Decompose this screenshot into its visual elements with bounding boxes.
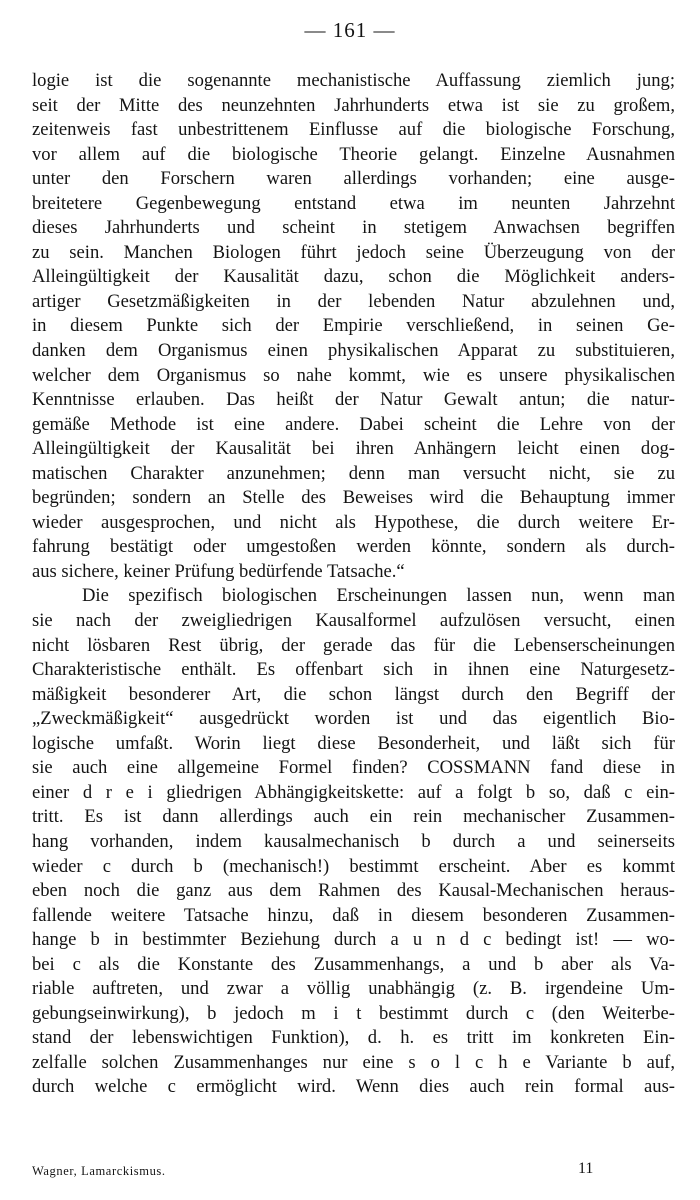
text-line: zeitenweis fast unbestrittenem Einflusse auf die biologische Forschung, [32, 119, 675, 141]
text-line: bei c als die Konstante des Zusammenhangs, a und b aber als Va- [32, 953, 675, 975]
text-line: wieder ausgesprochen, und nicht als Hypothese, die durch weitere Er- [32, 511, 675, 533]
text-line: durch welche c ermöglicht wird. Wenn dies auch rein formal aus- [32, 1076, 675, 1098]
text-line: nicht lösbaren Rest übrig, der gerade das für die Lebenserscheinungen [32, 634, 675, 656]
text-line: matischen Charakter anzunehmen; denn man versucht nicht, sie zu [32, 462, 675, 484]
text-line: vor allem auf die biologische Theorie gelangt. Einzelne Ausnahmen [32, 143, 675, 165]
running-title: Wagner, Lamarckismus. [32, 1164, 166, 1178]
text-line: fahrung bestätigt oder umgestoßen werden könnte, sondern als durch- [32, 536, 675, 558]
signature-mark: 11 [578, 1160, 594, 1177]
text-line: „Zweckmäßigkeit“ ausgedrückt worden ist und das eigentlich Bio- [32, 708, 675, 730]
text-line: fallende weitere Tatsache hinzu, daß in diesem besonderen Zusammen- [32, 904, 675, 926]
text-line: wieder c durch b (mechanisch!) bestimmt erscheint. Aber es kommt [32, 855, 675, 877]
text-line: mäßigkeit besonderer Art, die schon längst durch den Begriff der [32, 683, 675, 705]
body-text [32, 69, 675, 1100]
text-line: logie ist die sogenannte mechanistische Auffassung ziemlich jung; [32, 70, 675, 91]
text-line: breitetere Gegenbewegung entstand etwa im neunten Jahrzehnt [32, 192, 675, 214]
text-line: zu sein. Manchen Biologen führt jedoch seine Überzeugung von der [32, 241, 675, 263]
text-line: dieses Jahrhunderts und scheint in stetigem Anwachsen begriffen [32, 217, 675, 239]
text-line: einer d r e i gliedrigen Abhängigkeitskette: auf a folgt b so, daß c ein- [32, 781, 675, 803]
text-line: gemäße Methode ist eine andere. Dabei scheint die Lehre von der [32, 413, 675, 435]
text-line: seit der Mitte des neunzehnten Jahrhunderts etwa ist sie zu großem, [32, 94, 675, 116]
text-line: aus sichere, keiner Prüfung bedürfende Tatsache.“ [32, 560, 405, 582]
text-line: tritt. Es ist dann allerdings auch ein rein mechanischer Zusammen- [32, 806, 675, 828]
text-line: Die spezifisch biologischen Erscheinungen lassen nun, wenn man [82, 585, 675, 607]
text-line: unter den Forschern waren allerdings vorhanden; eine ausge- [32, 168, 675, 190]
page-number: — 161 — [304, 18, 396, 42]
text-line: Charakteristische enthält. Es offenbart sich in ihnen eine Naturgesetz- [32, 659, 675, 681]
text-line: welcher dem Organismus so nahe kommt, wie es unsere physikalischen [32, 364, 675, 386]
text-line: hang vorhanden, indem kausalmechanisch b durch a und seinerseits [32, 830, 675, 852]
text-line: sie nach der zweigliedrigen Kausalformel aufzulösen versucht, einen [32, 610, 675, 632]
text-line: stand der lebenswichtigen Funktion), d. h. es tritt im konkreten Ein- [32, 1027, 675, 1049]
text-line: zelfalle solchen Zusammenhanges nur eine s o l c h e Variante b auf, [32, 1051, 675, 1073]
text-line: eben noch die ganz aus dem Rahmen des Kausal-Mechanischen heraus- [32, 880, 675, 902]
text-line: hange b in bestimmter Beziehung durch a u n d c bedingt ist! — wo- [32, 929, 675, 951]
text-line: in diesem Punkte sich der Empirie verschließend, in seinen Ge- [32, 315, 675, 337]
text-line: begründen; sondern an Stelle des Beweises wird die Behauptung immer [32, 487, 675, 509]
text-line: danken dem Organismus einen physikalischen Apparat zu substituieren, [32, 340, 675, 362]
text-line: artiger Gesetzmäßigkeiten in der lebenden Natur abzulehnen und, [32, 290, 675, 312]
text-line: gebungseinwirkung), b jedoch m i t bestimmt durch c (den Weiterbe- [32, 1002, 675, 1024]
text-line: Kenntnisse erlauben. Das heißt der Natur Gewalt antun; die natur- [32, 389, 675, 411]
text-line: logische umfaßt. Worin liegt diese Besonderheit, und läßt sich für [32, 732, 675, 754]
text-line: Alleingültigkeit der Kausalität dazu, schon die Möglichkeit anders- [32, 266, 675, 288]
text-line: riable auftreten, und zwar a völlig unabhängig (z. B. irgendeine Um- [32, 978, 675, 1000]
text-line: sie auch eine allgemeine Formel finden? COSSMANN fand diese in [32, 757, 675, 779]
text-line: Alleingültigkeit der Kausalität bei ihren Anhängern leicht einen dog- [32, 438, 675, 460]
